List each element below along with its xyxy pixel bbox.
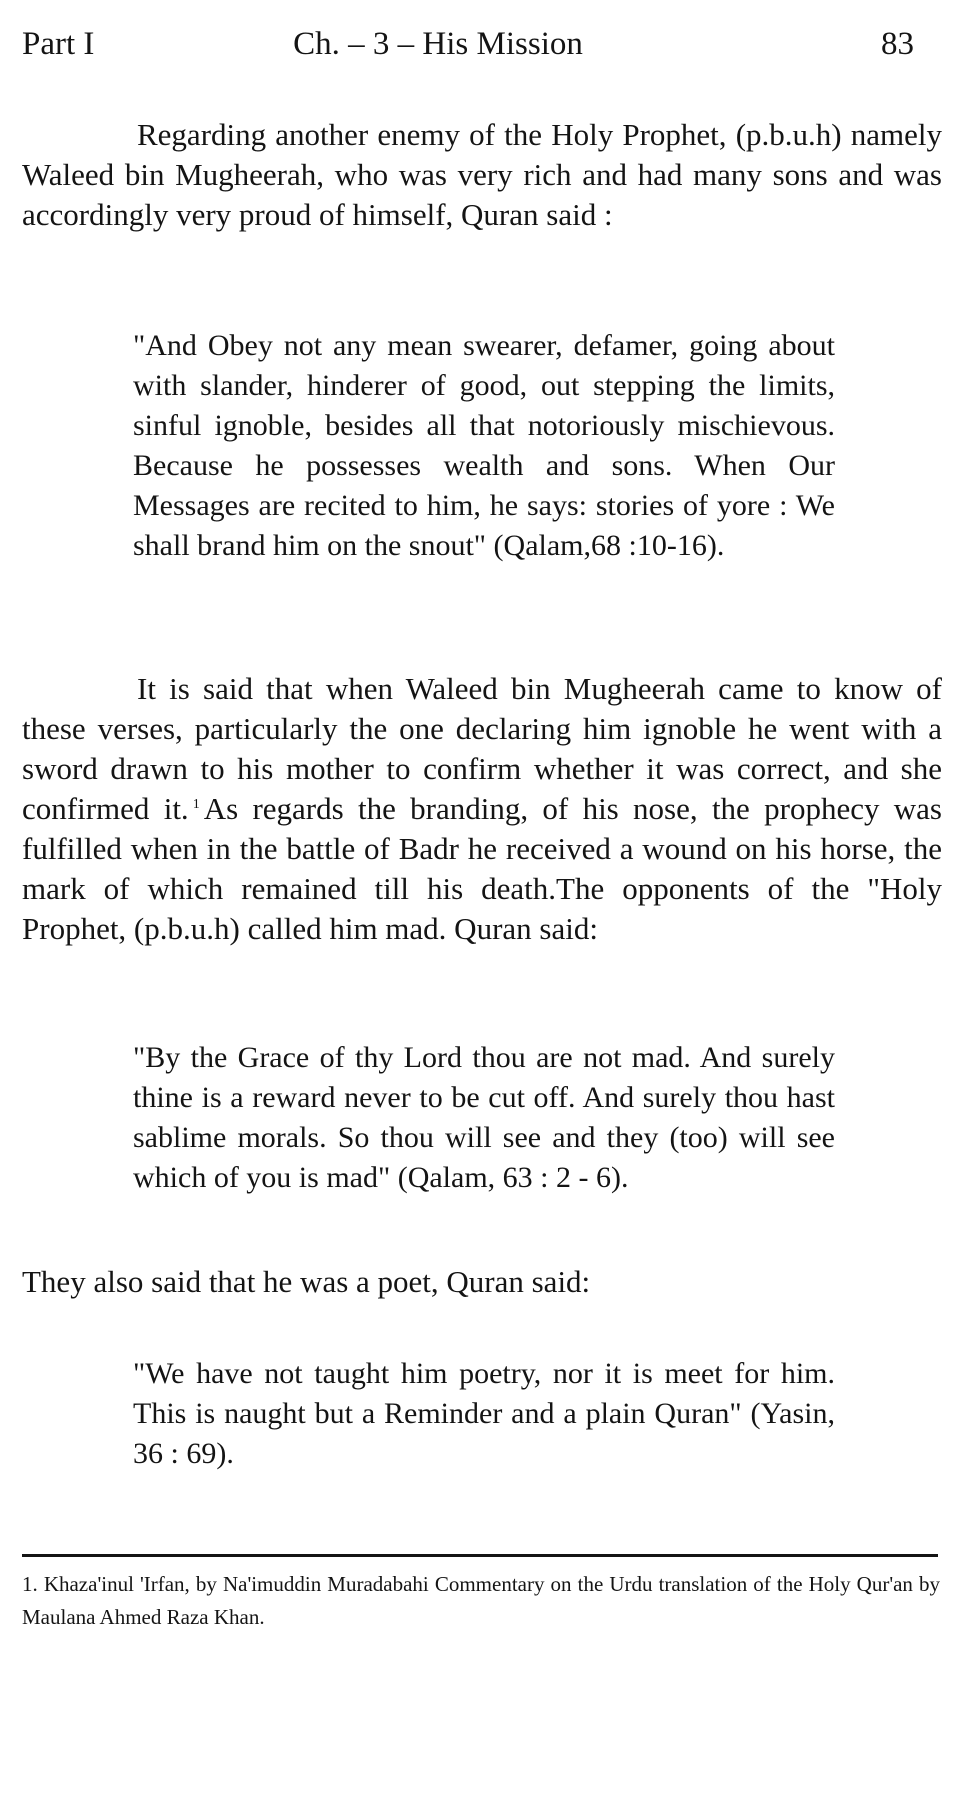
paragraph-poet: They also said that he was a poet, Quran said:: [22, 1264, 591, 1299]
footnote-divider: [22, 1554, 938, 1557]
quote-qalam-2-6: "By the Grace of thy Lord thou are not mad. And surely thine is a reward never to be cut off. And surely thou hast sablime morals. So thou will see and they (too) will see which of you is mad" (Qalam, 63 : 2 - 6).: [133, 1041, 835, 1194]
part-label: Part I: [22, 26, 95, 62]
quote-qalam-10-16: "And Obey not any mean swearer, defamer, going about with slander, hinderer of good, out stepping the limits, sinful ignoble, besides all that notoriously mischievous. Because he possesses wealth and sons. When Our Messages are recited to him, he says: stories of yore : We shall brand him on the snout" (Qalam,68 :10-16).: [133, 329, 835, 562]
paragraph-waleed-part2: As regards the branding, of his nose, the prophecy was fulfilled when in the battle of Badr he received a wound on his horse, the mark of which remained till his death.The opponents of the "Holy Prophet, (p.b.u.h) called him mad. Quran said:: [22, 791, 942, 946]
running-header: [22, 22, 914, 66]
footnote-marker[interactable]: 1: [192, 796, 200, 812]
footnote-text: 1. Khaza'inul 'Irfan, by Na'imuddin Muradabahi Commentary on the Urdu translation of the Holy Qur'an by Maulana Ahmed Raza Khan.: [22, 1572, 940, 1629]
paragraph-waleed: [22, 669, 942, 949]
paragraph-waleed-part1: It is said that when Waleed bin Mugheerah came to know of these verses, particularly the one declaring him ignoble he went with a sword drawn to his mother to confirm whether it was correct, and she confirmed it.: [22, 671, 942, 826]
page-number: 83: [881, 26, 914, 62]
quote-yasin-69: "We have not taught him poetry, nor it is meet for him. This is naught but a Reminder and a plain Quran" (Yasin, 36 : 69).: [133, 1357, 835, 1470]
chapter-title: Ch. – 3 – His Mission: [293, 26, 583, 62]
paragraph-intro: Regarding another enemy of the Holy Prophet, (p.b.u.h) namely Waleed bin Mugheerah, who was very rich and had many sons and was accordingly very proud of himself, Quran said :: [22, 117, 942, 232]
